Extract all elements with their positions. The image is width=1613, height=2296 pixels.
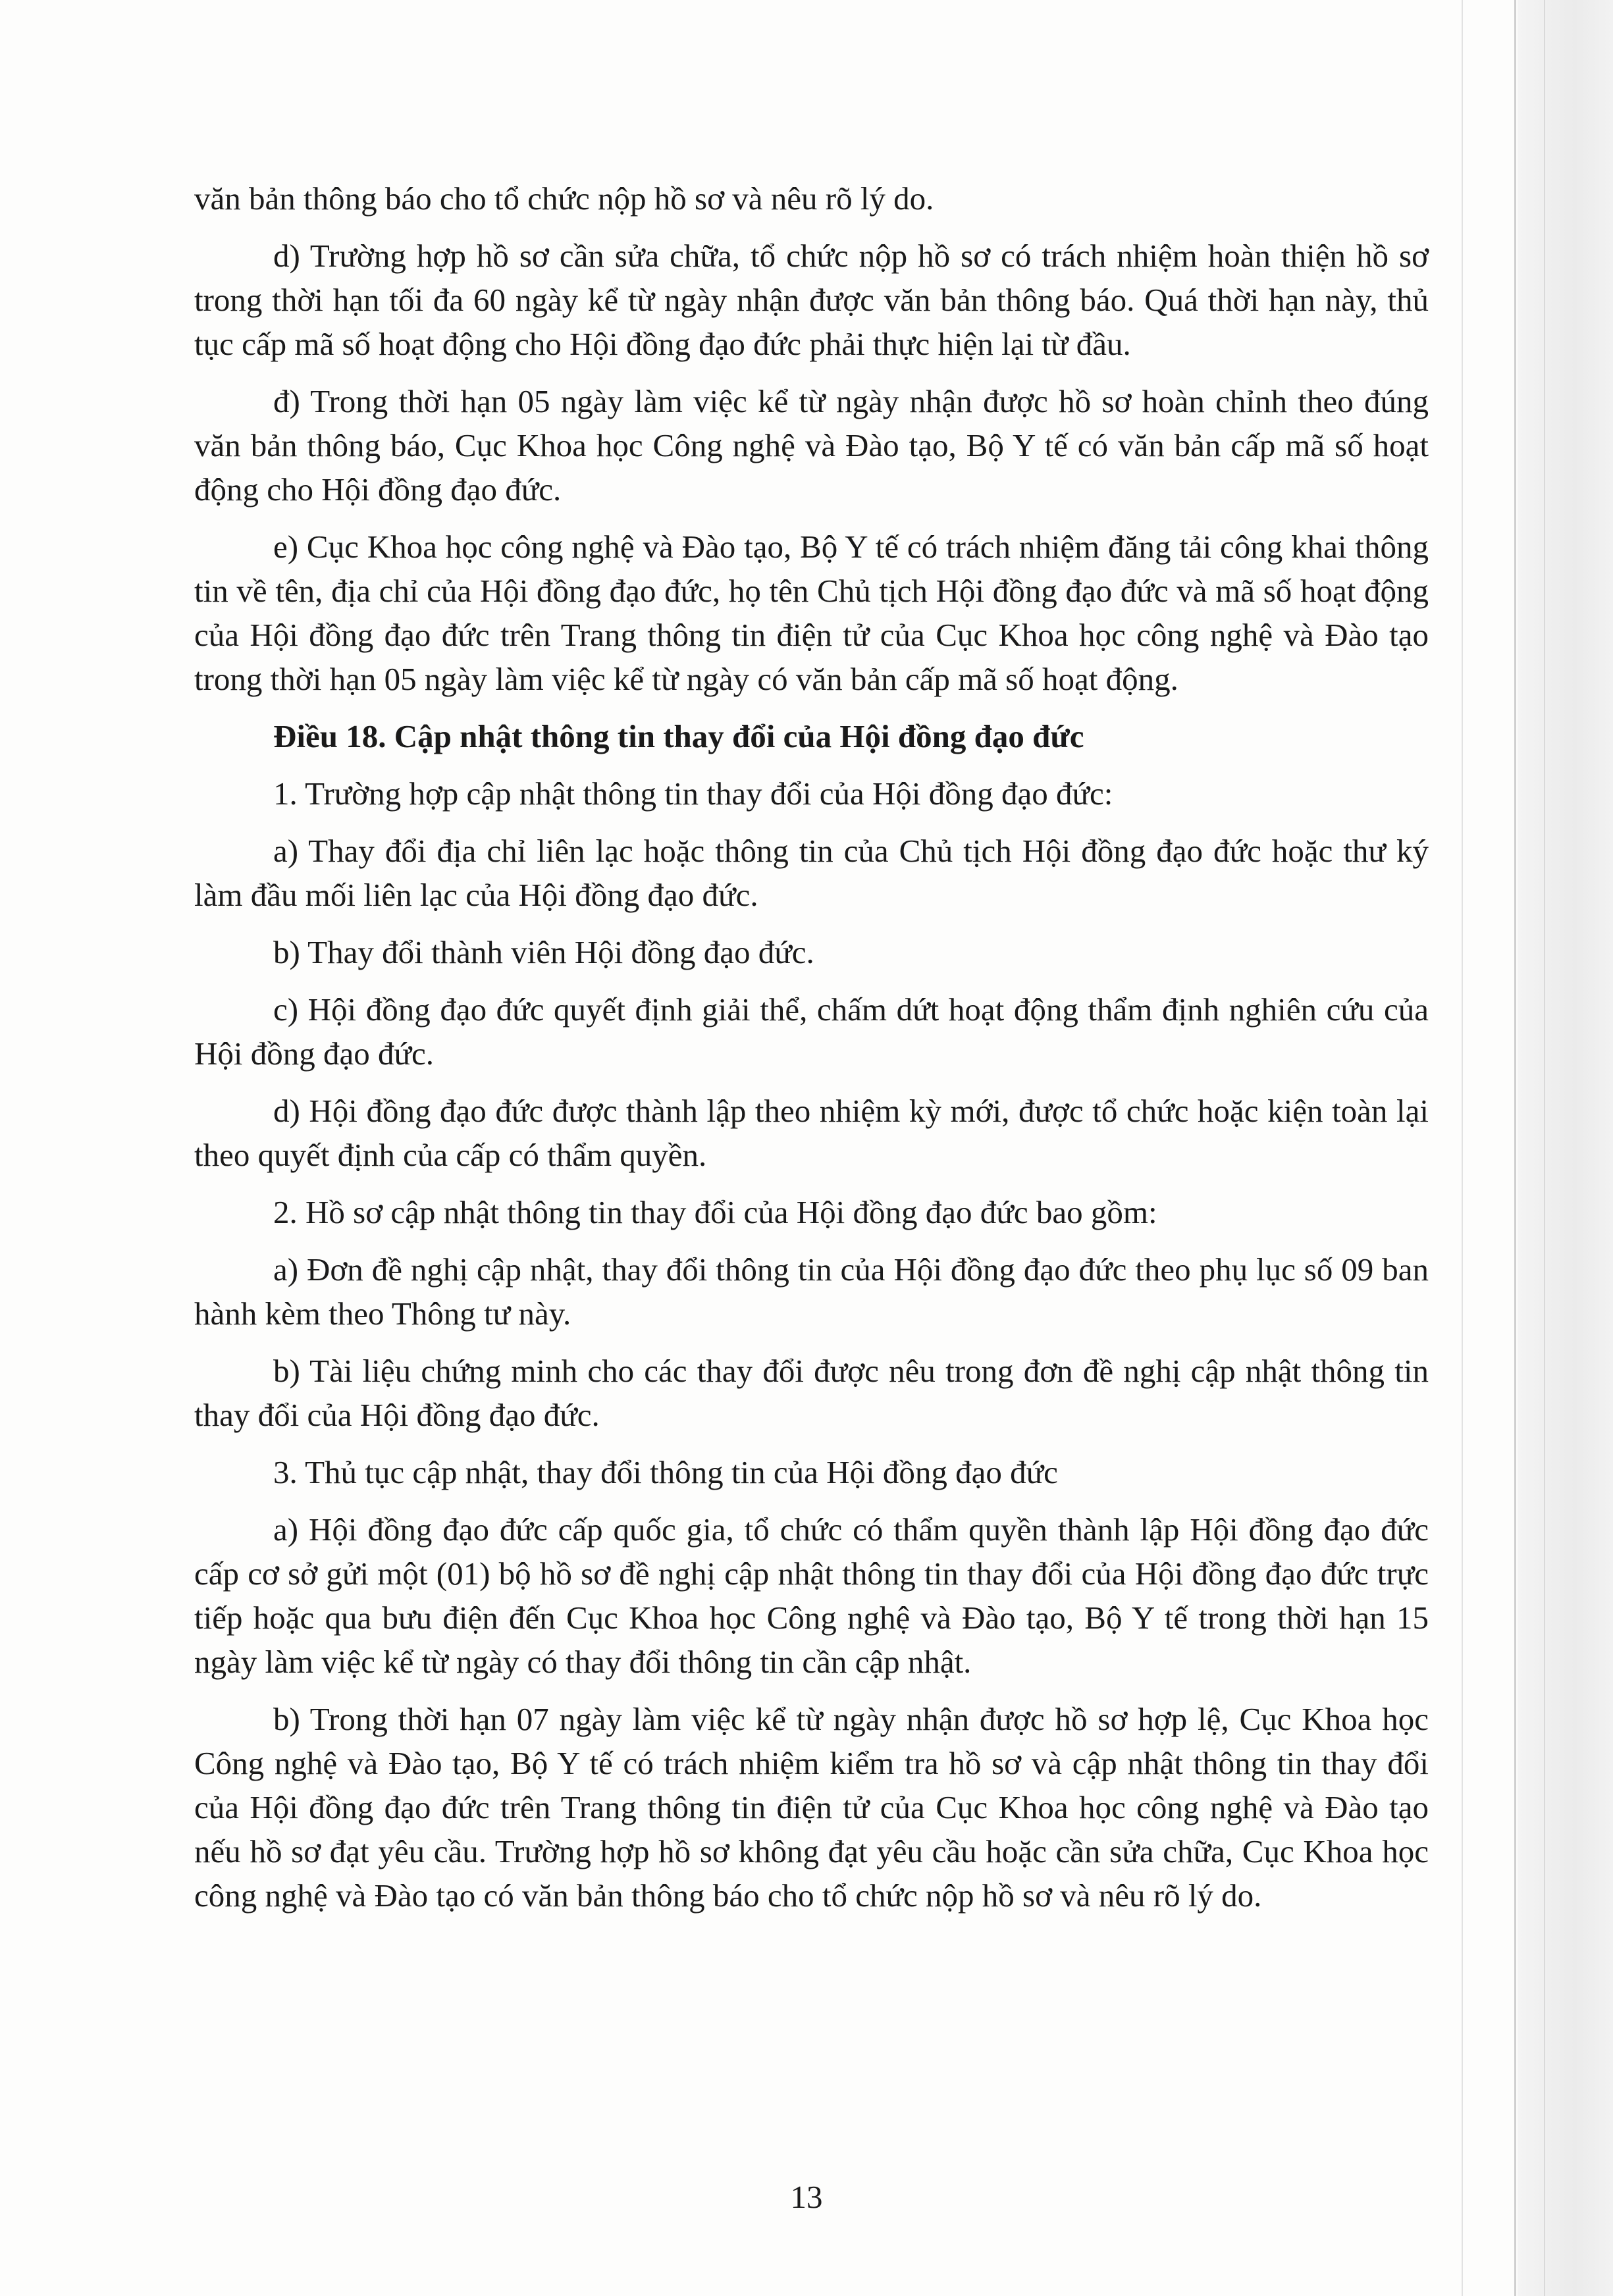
clause-3-item-a: a) Hội đồng đạo đức cấp quốc gia, tổ chức có thẩm quyền thành lập Hội đồng đạo đức cấp cơ sở gửi một (01) bộ hồ sơ đề nghị cập nhật thông tin thay đổi của Hội đồng đạo đức trực tiếp hoặc qua bưu điện đến Cục Khoa học Công nghệ và Đào tạo, Bộ Y tế trong thời hạn 15 ngày làm việc kể từ ngày có thay đổi thông tin cần cập nhật.: [194, 1511, 1429, 1680]
clause-2-item-a: a) Đơn đề nghị cập nhật, thay đổi thông tin của Hội đồng đạo đức theo phụ lục số 09 ban hành kèm theo Thông tư này.: [194, 1251, 1429, 1332]
clause-1-item-d: d) Hội đồng đạo đức được thành lập theo nhiệm kỳ mới, được tổ chức hoặc kiện toàn lại theo quyết định của cấp có thẩm quyền.: [194, 1093, 1429, 1173]
clause-1-item-a: a) Thay đổi địa chỉ liên lạc hoặc thông tin của Chủ tịch Hội đồng đạo đức hoặc thư ký làm đầu mối liên lạc của Hội đồng đạo đức.: [194, 833, 1429, 913]
page-number: 13: [790, 2179, 823, 2215]
scan-edge-line: [1544, 0, 1545, 2296]
scan-edge-line: [1514, 0, 1516, 2296]
paragraph-item-dd: đ) Trong thời hạn 05 ngày làm việc kể từ ngày nhận được hồ sơ hoàn chỉnh theo đúng văn bản thông báo, Cục Khoa học Công nghệ và Đào tạo, Bộ Y tế có văn bản cấp mã số hoạt động cho Hội đồng đạo đức.: [194, 383, 1429, 508]
document-body: [194, 176, 1429, 1931]
paragraph-item-d: d) Trường hợp hồ sơ cần sửa chữa, tổ chức nộp hồ sơ có trách nhiệm hoàn thiện hồ sơ trong thời hạn tối đa 60 ngày kể từ ngày nhận được văn bản thông báo. Quá thời hạn này, thủ tục cấp mã số hoạt động cho Hội đồng đạo đức phải thực hiện lại từ đầu.: [194, 238, 1429, 362]
paragraph-item-e: e) Cục Khoa học công nghệ và Đào tạo, Bộ Y tế có trách nhiệm đăng tải công khai thông tin về tên, địa chỉ của Hội đồng đạo đức, họ tên Chủ tịch Hội đồng đạo đức và mã số hoạt động của Hội đồng đạo đức trên Trang thông tin điện tử của Cục Khoa học công nghệ và Đào tạo trong thời hạn 05 ngày làm việc kể từ ngày có văn bản cấp mã số hoạt động.: [194, 529, 1429, 697]
clause-2: 2. Hồ sơ cập nhật thông tin thay đổi của Hội đồng đạo đức bao gồm:: [273, 1194, 1157, 1230]
clause-3-item-b: b) Trong thời hạn 07 ngày làm việc kể từ ngày nhận được hồ sơ hợp lệ, Cục Khoa học Công nghệ và Đào tạo, Bộ Y tế có trách nhiệm kiểm tra hồ sơ và cập nhật thông tin thay đổi của Hội đồng đạo đức trên Trang thông tin điện tử của Cục Khoa học công nghệ và Đào tạo nếu hồ sơ đạt yêu cầu. Trường hợp hồ sơ không đạt yêu cầu hoặc cần sửa chữa, Cục Khoa học công nghệ và Đào tạo có văn bản thông báo cho tổ chức nộp hồ sơ và nêu rõ lý do.: [194, 1701, 1429, 1914]
clause-3: 3. Thủ tục cập nhật, thay đổi thông tin của Hội đồng đạo đức: [273, 1454, 1058, 1490]
paragraph-continuation: văn bản thông báo cho tổ chức nộp hồ sơ và nêu rõ lý do.: [194, 180, 934, 217]
scan-edge-shadow: [1518, 0, 1613, 2296]
clause-1-item-c: c) Hội đồng đạo đức quyết định giải thể, chấm dứt hoạt động thẩm định nghiên cứu của Hội đồng đạo đức.: [194, 991, 1429, 1072]
scan-edge-line: [1462, 0, 1463, 2296]
clause-2-item-b: b) Tài liệu chứng minh cho các thay đổi được nêu trong đơn đề nghị cập nhật thông tin thay đổi của Hội đồng đạo đức.: [194, 1353, 1429, 1433]
clause-1-item-b: b) Thay đổi thành viên Hội đồng đạo đức.: [273, 934, 814, 970]
clause-1: 1. Trường hợp cập nhật thông tin thay đổi của Hội đồng đạo đức:: [273, 775, 1113, 812]
article-18-heading: Điều 18. Cập nhật thông tin thay đổi của Hội đồng đạo đức: [273, 718, 1084, 754]
